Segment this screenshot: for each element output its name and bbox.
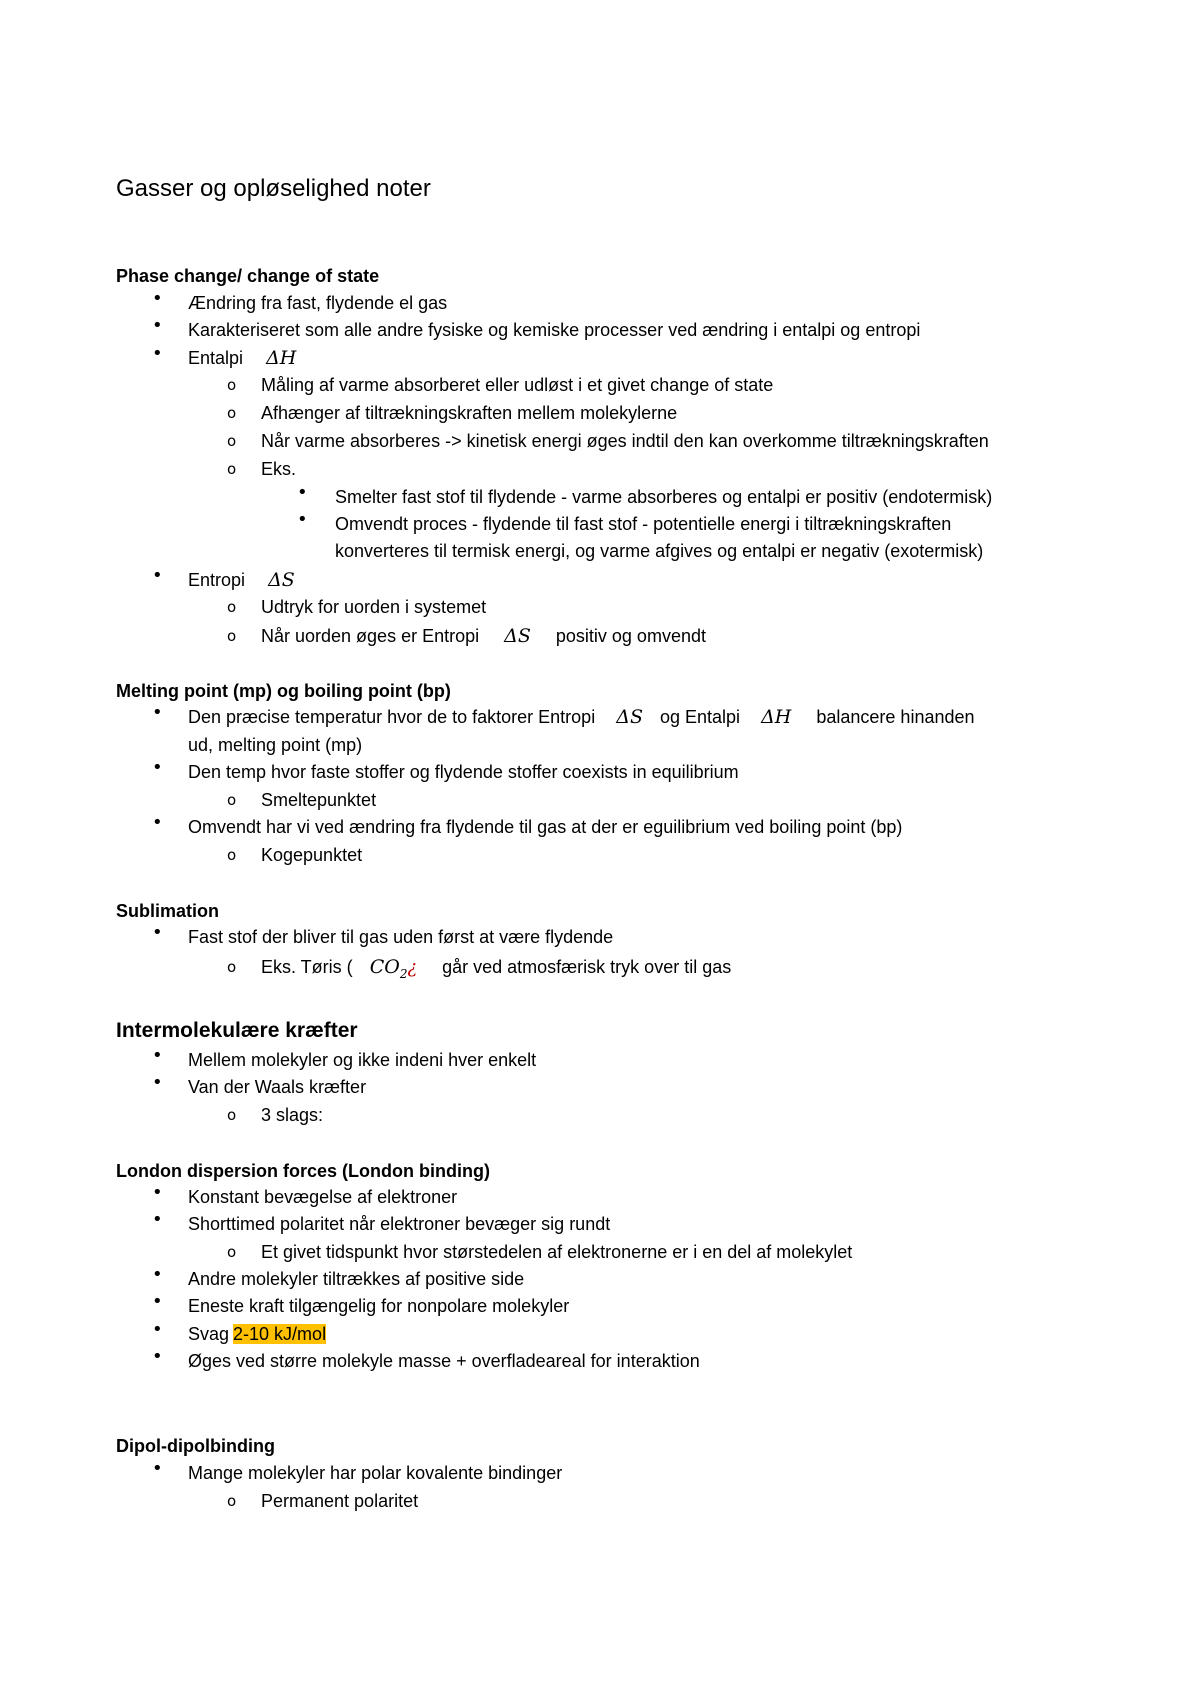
math-error-glyph: ¿ bbox=[407, 957, 418, 978]
list-item-text: går ved atmosfærisk tryk over til gas bbox=[442, 957, 732, 977]
heading-sublimation: Sublimation bbox=[116, 901, 219, 921]
circle-bullet-icon: o bbox=[227, 627, 237, 645]
list-item: Fast stof der bliver til gas uden først at være flydende bbox=[188, 927, 614, 947]
bullet-icon: • bbox=[152, 343, 163, 364]
bullet-icon: • bbox=[152, 1045, 163, 1066]
list-item-text: Den præcise temperatur hvor de to faktorer Entropi bbox=[188, 707, 596, 727]
circle-bullet-icon: o bbox=[227, 404, 237, 422]
bullet-icon: • bbox=[152, 922, 163, 943]
list-item: Omvendt har vi ved ændring fra flydende til gas at der er eguilibrium ved boiling point (bp) bbox=[188, 817, 903, 837]
math-delta-s: ΔS bbox=[268, 569, 295, 591]
bullet-icon: • bbox=[152, 1319, 163, 1340]
list-item bbox=[188, 347, 296, 369]
circle-bullet-icon: o bbox=[227, 791, 237, 809]
list-item: Afhænger af tiltrækningskraften mellem molekylerne bbox=[261, 403, 678, 423]
heading-melting-point: Melting point (mp) og boiling point (bp) bbox=[116, 681, 451, 701]
list-item: Van der Waals kræfter bbox=[188, 1077, 367, 1097]
bullet-icon: • bbox=[152, 1182, 163, 1203]
list-item bbox=[261, 625, 706, 647]
document-title: Gasser og opløselighed noter bbox=[116, 175, 431, 202]
list-item bbox=[188, 569, 295, 591]
list-item-text: Entalpi bbox=[188, 348, 244, 368]
list-item: Omvendt proces - flydende til fast stof - potentielle energi i tiltrækningskraften bbox=[335, 514, 952, 534]
list-item: Eneste kraft tilgængelig for nonpolare molekyler bbox=[188, 1296, 570, 1316]
circle-bullet-icon: o bbox=[227, 1243, 237, 1261]
bullet-icon: • bbox=[152, 1291, 163, 1312]
list-item: Mellem molekyler og ikke indeni hver enkelt bbox=[188, 1050, 537, 1070]
bullet-icon: • bbox=[152, 315, 163, 336]
list-item: Måling af varme absorberet eller udløst i et givet change of state bbox=[261, 375, 774, 395]
list-item-text: Eks. Tøris ( bbox=[261, 957, 353, 977]
list-item: Kogepunktet bbox=[261, 845, 363, 865]
circle-bullet-icon: o bbox=[227, 432, 237, 450]
list-item-text: Svag bbox=[188, 1324, 230, 1344]
list-item: Andre molekyler tiltrækkes af positive side bbox=[188, 1269, 525, 1289]
list-item-text: Når uorden øges er Entropi bbox=[261, 626, 480, 646]
list-item bbox=[261, 956, 731, 985]
math-delta-h: ΔH bbox=[761, 706, 792, 728]
list-item: 3 slags: bbox=[261, 1105, 324, 1125]
circle-bullet-icon: o bbox=[227, 958, 237, 976]
highlighted-value: 2-10 kJ/mol bbox=[233, 1324, 327, 1344]
heading-dipol-dipol: Dipol-dipolbinding bbox=[116, 1436, 275, 1456]
math-delta-s: ΔS bbox=[616, 706, 643, 728]
list-item-continuation: ud, melting point (mp) bbox=[188, 735, 363, 755]
list-item-text: og Entalpi bbox=[659, 707, 741, 727]
circle-bullet-icon: o bbox=[227, 1492, 237, 1510]
list-item: Udtryk for uorden i systemet bbox=[261, 597, 487, 617]
bullet-icon: • bbox=[152, 565, 163, 586]
list-item: Karakteriseret som alle andre fysiske og kemiske processer ved ændring i entalpi og entropi bbox=[188, 320, 921, 340]
list-item: Mange molekyler har polar kovalente bindinger bbox=[188, 1463, 563, 1483]
circle-bullet-icon: o bbox=[227, 1106, 237, 1124]
math-delta-s: ΔS bbox=[504, 625, 531, 647]
list-item-text: balancere hinanden bbox=[816, 707, 975, 727]
bullet-icon: • bbox=[152, 1072, 163, 1093]
list-item bbox=[188, 1323, 326, 1345]
bullet-icon: • bbox=[152, 1346, 163, 1367]
list-item: Eks. bbox=[261, 459, 297, 479]
heading-intermolecular-forces: Intermolekulære kræfter bbox=[116, 1019, 358, 1042]
list-item-text: Entropi bbox=[188, 570, 246, 590]
list-item: Et givet tidspunkt hvor størstedelen af elektronerne er i en del af molekylet bbox=[261, 1242, 853, 1262]
list-item: Smelter fast stof til flydende - varme absorberes og entalpi er positiv (endotermisk) bbox=[335, 487, 993, 507]
bullet-icon: • bbox=[152, 1209, 163, 1230]
heading-phase-change: Phase change/ change of state bbox=[116, 266, 380, 286]
bullet-icon: • bbox=[152, 702, 163, 723]
list-item: Når varme absorberes -> kinetisk energi øges indtil den kan overkomme tiltrækningskraften bbox=[261, 431, 989, 451]
math-delta-h: ΔH bbox=[266, 347, 297, 369]
list-item: Smeltepunktet bbox=[261, 790, 377, 810]
bullet-icon: • bbox=[152, 1264, 163, 1285]
list-item: Den temp hvor faste stoffer og flydende stoffer coexists in equilibrium bbox=[188, 762, 739, 782]
bullet-icon: • bbox=[152, 757, 163, 778]
bullet-icon: • bbox=[297, 509, 308, 530]
bullet-icon: • bbox=[297, 482, 308, 503]
bullet-icon: • bbox=[152, 288, 163, 309]
list-item: Permanent polaritet bbox=[261, 1491, 419, 1511]
list-item bbox=[188, 706, 975, 728]
bullet-icon: • bbox=[152, 1458, 163, 1479]
math-co2: $CO_2$ bbox=[369, 956, 408, 981]
list-item: Ændring fra fast, flydende el gas bbox=[188, 293, 448, 313]
list-item: Konstant bevægelse af elektroner bbox=[188, 1187, 458, 1207]
circle-bullet-icon: o bbox=[227, 376, 237, 394]
list-item: Øges ved større molekyle masse + overfladeareal for interaktion bbox=[188, 1351, 700, 1371]
list-item-text: positiv og omvendt bbox=[555, 626, 706, 646]
circle-bullet-icon: o bbox=[227, 460, 237, 478]
circle-bullet-icon: o bbox=[227, 846, 237, 864]
circle-bullet-icon: o bbox=[227, 598, 237, 616]
heading-london-dispersion: London dispersion forces (London binding) bbox=[116, 1161, 490, 1181]
bullet-icon: • bbox=[152, 812, 163, 833]
list-item-continuation: konverteres til termisk energi, og varme afgives og entalpi er negativ (exotermisk) bbox=[335, 541, 984, 561]
list-item: Shorttimed polaritet når elektroner bevæger sig rundt bbox=[188, 1214, 611, 1234]
